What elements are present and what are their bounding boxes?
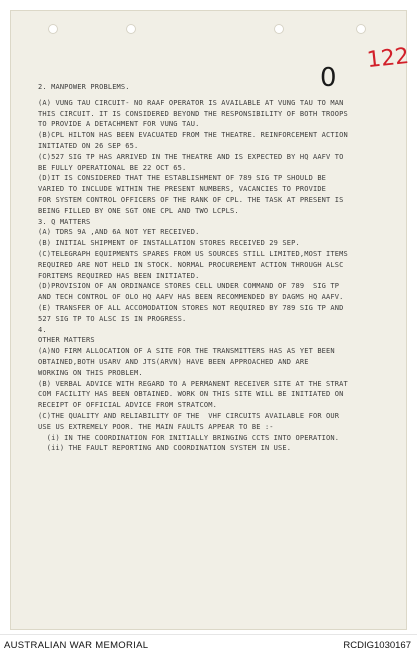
typed-body <box>38 82 390 454</box>
text-line: (E) TRANSFER OF ALL ACCOMODATION STORES NOT REQUIRED BY 789 SIG TP AND <box>38 303 344 312</box>
punch-hole <box>356 24 366 34</box>
text-line: (A)NO FIRM ALLOCATION OF A SITE FOR THE TRANSMITTERS HAS AS YET BEEN <box>38 347 335 356</box>
text-line: (C)TELEGRAPH EQUIPMENTS SPARES FROM US SOURCES STILL LIMITED,MOST ITEMS <box>38 249 348 258</box>
text-line: FORITEMS REQUIRED HAS BEEN INITIATED. <box>38 271 200 280</box>
text-line: BEING FILLED BY ONE SGT ONE CPL AND TWO LCPLS. <box>38 206 239 215</box>
punch-hole <box>126 24 136 34</box>
text-line: (C)527 SIG TP HAS ARRIVED IN THE THEATRE AND IS EXPECTED BY HQ AAFV TO <box>38 152 344 161</box>
text-line: AND TECH CONTROL OF OLO HQ AAFV HAS BEEN RECOMMENDED BY DAGMS HQ AAFV. <box>38 293 344 302</box>
text-line: (B) VERBAL ADVICE WITH REGARD TO A PERMANENT RECEIVER SITE AT THE STRAT <box>38 379 348 388</box>
text-line: (D)PROVISION OF AN ORDINANCE STORES CELL UNDER COMMAND OF 789 SIG TP <box>38 282 340 291</box>
archive-footer <box>0 634 417 655</box>
text-line: OTHER MATTERS <box>38 336 95 345</box>
text-line: COM FACILITY HAS BEEN OBTAINED. WORK ON THIS SITE WILL BE INITIATED ON <box>38 390 344 399</box>
text-line: THIS CIRCUIT. IT IS CONSIDERED BEYOND THE RESPONSIBILITY OF BOTH TROOPS <box>38 109 348 118</box>
text-line: (C)THE QUALITY AND RELIABILITY OF THE VHF CIRCUITS AVAILABLE FOR OUR <box>38 411 340 420</box>
text-line: (D)IT IS CONSIDERED THAT THE ESTABLISHMENT OF 789 SIG TP SHOULD BE <box>38 174 327 183</box>
document-page <box>10 10 411 630</box>
text-line: RECEIPT OF OFFICIAL ADVICE FROM STRATCOM. <box>38 401 217 410</box>
text-line: 4. <box>38 325 47 334</box>
text-line: (A) VUNG TAU CIRCUIT- NO RAAF OPERATOR IS AVAILABLE AT VUNG TAU TO MAN <box>38 98 344 107</box>
text-line: (ii) THE FAULT REPORTING AND COORDINATION SYSTEM IN USE. <box>38 444 292 453</box>
text-line: 3. Q MATTERS <box>38 217 91 226</box>
text-line: INITIATED ON 26 SEP 65. <box>38 141 139 150</box>
punch-hole <box>48 24 58 34</box>
text-line: VARIED TO INCLUDE WITHIN THE PRESENT NUMBERS, VACANCIES TO PROVIDE <box>38 185 327 194</box>
punch-hole <box>274 24 284 34</box>
text-line: (A) TDRS 9A ,AND 6A NOT YET RECEIVED. <box>38 228 200 237</box>
handwritten-circle-mark: 0 <box>320 63 337 93</box>
text-line: FOR SYSTEM CONTROL OFFICERS OF THE RANK OF CPL. THE TASK AT PRESENT IS <box>38 195 344 204</box>
text-line: 2. MANPOWER PROBLEMS. <box>38 83 130 91</box>
text-line: (B) INITIAL SHIPMENT OF INSTALLATION STORES RECEIVED 29 SEP. <box>38 239 300 248</box>
text-line: REQUIRED ARE NOT HELD IN STOCK. NORMAL PROCUREMENT ACTION THROUGH ALSC <box>38 260 344 269</box>
text-line: WORKING ON THIS PROBLEM. <box>38 368 143 377</box>
archive-name: AUSTRALIAN WAR MEMORIAL <box>4 640 149 651</box>
text-line: TO PROVIDE A DETACHMENT FOR VUNG TAU. <box>38 120 200 129</box>
record-id: RCDIG1030167 <box>343 640 411 651</box>
text-line: BE FULLY OPERATIONAL BE 22 OCT 65. <box>38 163 187 172</box>
text-line: OBTAINED,BOTH USARV AND JTS(ARVN) HAVE BEEN APPROACHED AND ARE <box>38 357 309 366</box>
handwritten-page-number: 122 <box>365 43 411 74</box>
text-line: 527 SIG TP TO ALSC IS IN PROGRESS. <box>38 314 187 323</box>
text-line: (i) IN THE COORDINATION FOR INITIALLY BRINGING CCTS INTO OPERATION. <box>38 433 340 442</box>
text-line: (B)CPL HILTON HAS BEEN EVACUATED FROM THE THEATRE. REINFORCEMENT ACTION <box>38 131 348 140</box>
text-line: USE US EXTREMELY POOR. THE MAIN FAULTS APPEAR TO BE :- <box>38 422 274 431</box>
